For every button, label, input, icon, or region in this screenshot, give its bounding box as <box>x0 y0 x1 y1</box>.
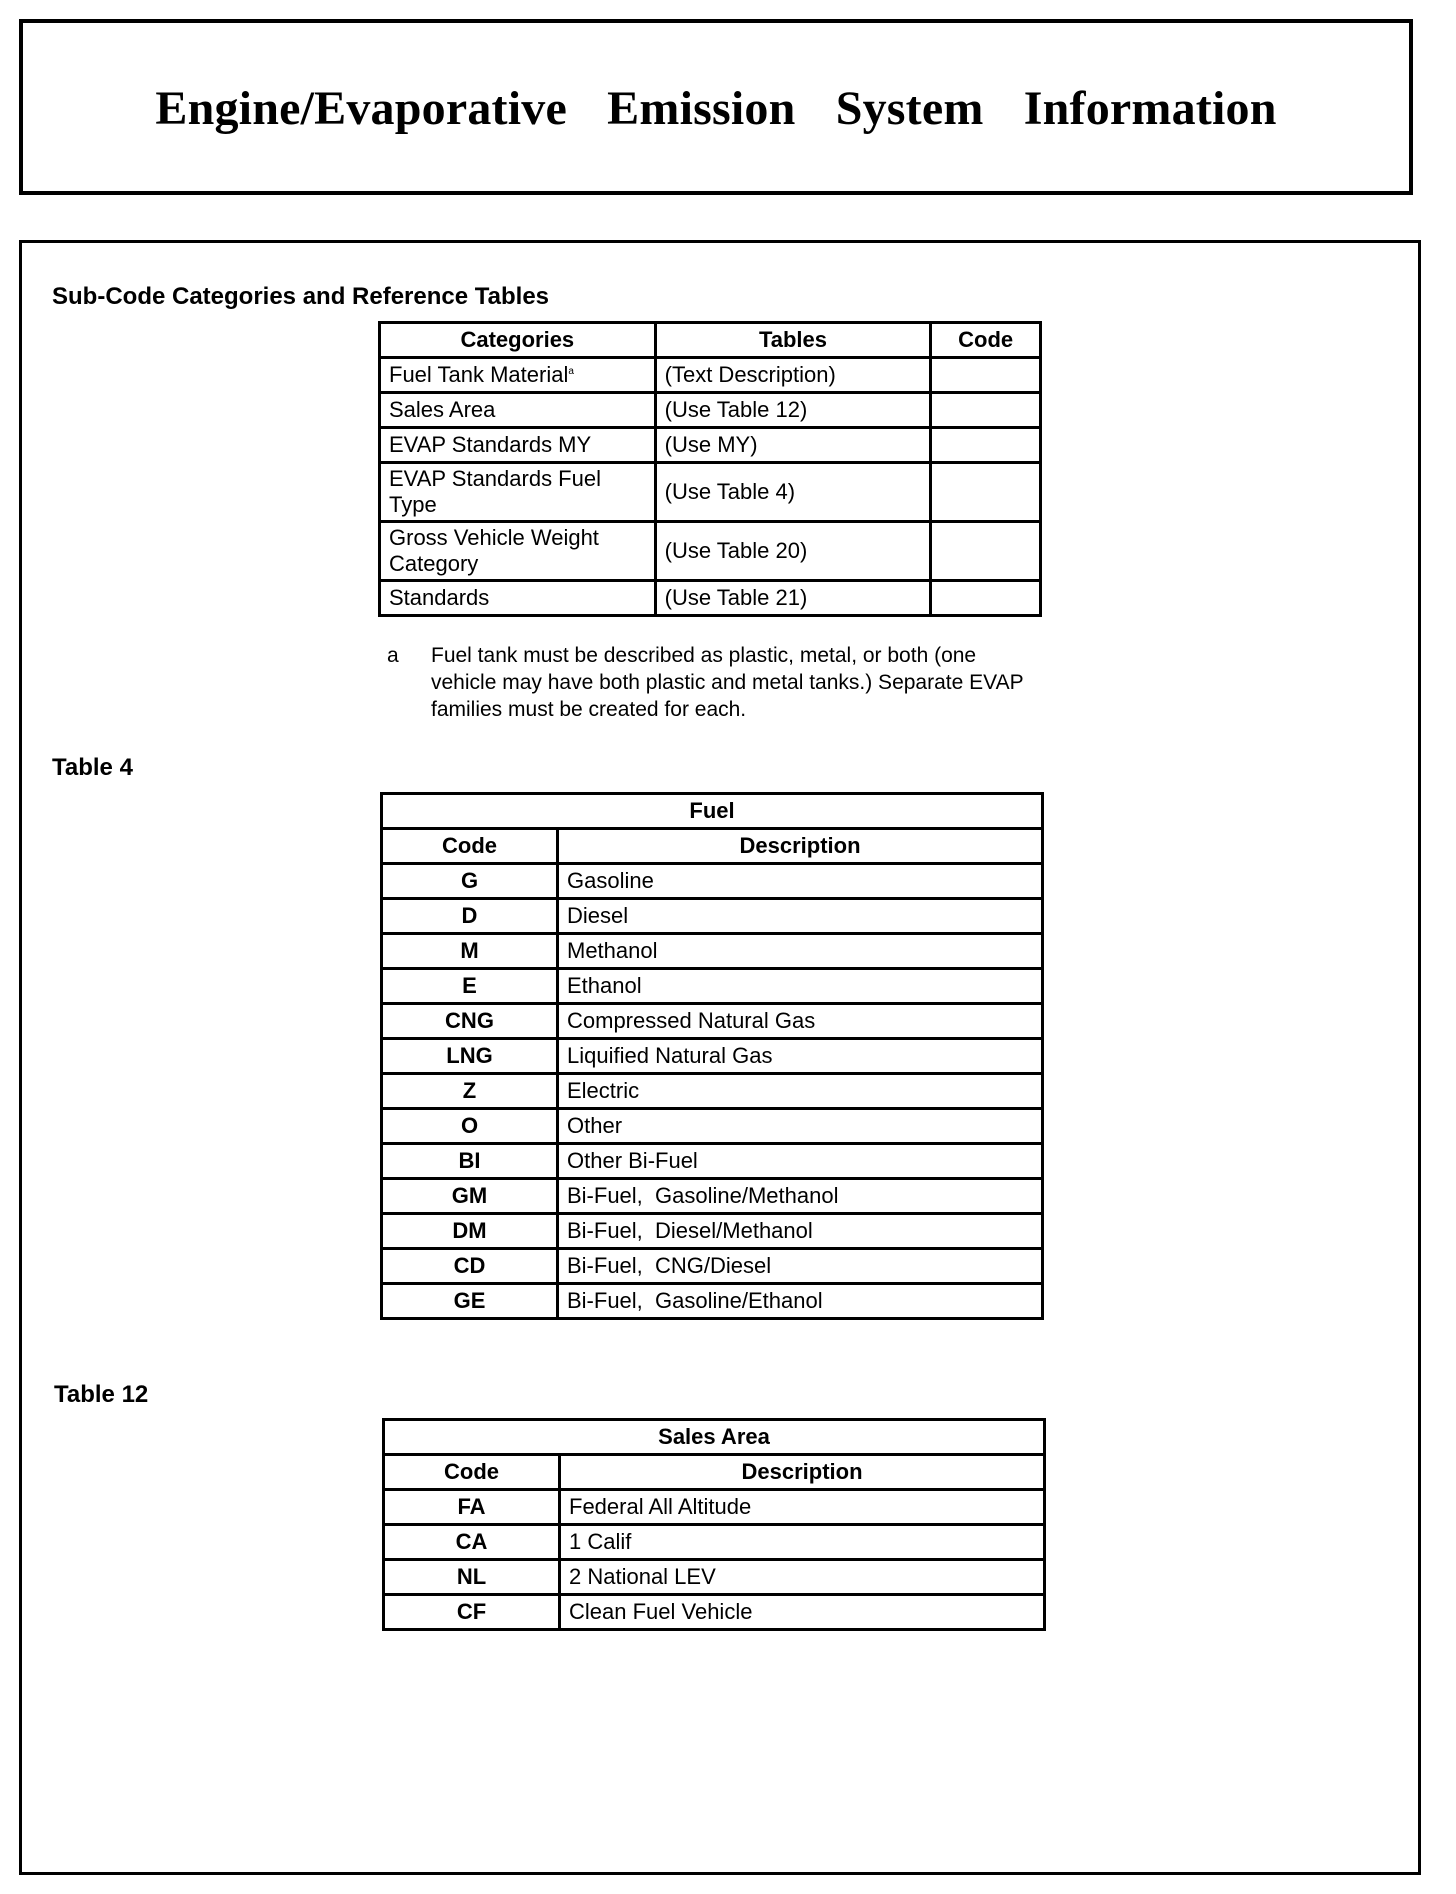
code-cell: CA <box>384 1525 560 1560</box>
category-cell: Fuel Tank Material$^a$ <box>380 358 656 393</box>
code-cell <box>931 393 1041 428</box>
table-row <box>382 934 1043 969</box>
code-cell: BI <box>382 1144 558 1179</box>
code-cell: CD <box>382 1249 558 1284</box>
description-cell: Ethanol <box>558 969 1043 1004</box>
subcode-row <box>380 358 1041 393</box>
sales-title-row <box>384 1420 1045 1455</box>
table-ref-cell: (Text Description) <box>655 358 931 393</box>
table12-label: Table 12 <box>54 1381 149 1408</box>
subcode-row <box>380 428 1041 463</box>
description-cell: Gasoline <box>558 864 1043 899</box>
code-cell: GM <box>382 1179 558 1214</box>
description-cell: Diesel <box>558 899 1043 934</box>
table-row <box>382 1144 1043 1179</box>
code-cell: GE <box>382 1284 558 1319</box>
fuel-table <box>380 792 1044 1320</box>
category-cell: EVAP Standards Fuel Type <box>380 463 656 522</box>
category-cell: Sales Area <box>380 393 656 428</box>
subcode-row <box>380 522 1041 581</box>
table-row <box>382 1074 1043 1109</box>
sales-area-table <box>382 1418 1046 1631</box>
code-cell <box>931 522 1041 581</box>
description-cell: Bi-Fuel, Gasoline/Ethanol <box>558 1284 1043 1319</box>
code-cell: CF <box>384 1595 560 1630</box>
code-cell: FA <box>384 1490 560 1525</box>
code-cell: E <box>382 969 558 1004</box>
table-ref-cell: (Use MY) <box>655 428 931 463</box>
description-cell: Compressed Natural Gas <box>558 1004 1043 1039</box>
title-box <box>19 19 1413 195</box>
table-row <box>382 864 1043 899</box>
code-cell: Z <box>382 1074 558 1109</box>
categories-header: Categories <box>380 323 656 358</box>
code-cell: M <box>382 934 558 969</box>
table-row <box>382 1249 1043 1284</box>
description-cell: Other <box>558 1109 1043 1144</box>
table4-label: Table 4 <box>52 754 133 781</box>
footnote-mark: a <box>387 644 399 667</box>
description-cell: Bi-Fuel, Gasoline/Methanol <box>558 1179 1043 1214</box>
table-ref-cell: (Use Table 12) <box>655 393 931 428</box>
table-row <box>382 1109 1043 1144</box>
code-cell <box>931 428 1041 463</box>
sales-table-title: Sales Area <box>384 1420 1045 1455</box>
table-row <box>382 1214 1043 1249</box>
code-cell <box>931 358 1041 393</box>
code-cell: DM <box>382 1214 558 1249</box>
footnote-marker: a <box>568 365 574 377</box>
fuel-table-title: Fuel <box>382 794 1043 829</box>
fuel-title-row <box>382 794 1043 829</box>
sales-header-row <box>384 1455 1045 1490</box>
table-ref-cell: (Use Table 20) <box>655 522 931 581</box>
description-header: Description <box>558 829 1043 864</box>
table-row <box>384 1560 1045 1595</box>
code-cell: G <box>382 864 558 899</box>
table-row <box>382 1179 1043 1214</box>
subcode-row <box>380 463 1041 522</box>
footnote-text: Fuel tank must be described as plastic, metal, or both (one vehicle may have both plastic and metal tanks.) Separate EVAP families must be created for each. <box>431 644 1024 721</box>
description-header: Description <box>560 1455 1045 1490</box>
content-box <box>19 240 1421 1875</box>
code-cell: D <box>382 899 558 934</box>
table-row <box>382 1004 1043 1039</box>
fuel-header-row <box>382 829 1043 864</box>
category-cell: EVAP Standards MY <box>380 428 656 463</box>
code-cell <box>931 581 1041 616</box>
table-row <box>382 969 1043 1004</box>
description-cell: Electric <box>558 1074 1043 1109</box>
category-cell: Standards <box>380 581 656 616</box>
code-header: Code <box>384 1455 560 1490</box>
table-row <box>382 1284 1043 1319</box>
description-cell: Methanol <box>558 934 1043 969</box>
table-row <box>384 1595 1045 1630</box>
description-cell: Bi-Fuel, CNG/Diesel <box>558 1249 1043 1284</box>
code-header: Code <box>931 323 1041 358</box>
description-cell: 1 Calif <box>560 1525 1045 1560</box>
tables-header: Tables <box>655 323 931 358</box>
subcode-row <box>380 581 1041 616</box>
table-row <box>382 899 1043 934</box>
code-cell: O <box>382 1109 558 1144</box>
code-cell: LNG <box>382 1039 558 1074</box>
code-header: Code <box>382 829 558 864</box>
table-row <box>384 1525 1045 1560</box>
subcode-table <box>378 321 1042 617</box>
subcode-row <box>380 393 1041 428</box>
description-cell: Bi-Fuel, Diesel/Methanol <box>558 1214 1043 1249</box>
code-cell: CNG <box>382 1004 558 1039</box>
table-ref-cell: (Use Table 4) <box>655 463 931 522</box>
description-cell: Liquified Natural Gas <box>558 1039 1043 1074</box>
table-ref-cell: (Use Table 21) <box>655 581 931 616</box>
footnote <box>387 643 1027 724</box>
subcode-heading: Sub-Code Categories and Reference Tables <box>52 283 550 310</box>
code-cell: NL <box>384 1560 560 1595</box>
page-title: Engine/Evaporative Emission System Information <box>155 82 1277 135</box>
table-row <box>382 1039 1043 1074</box>
subcode-header-row <box>380 323 1041 358</box>
description-cell: 2 National LEV <box>560 1560 1045 1595</box>
code-cell <box>931 463 1041 522</box>
description-cell: Clean Fuel Vehicle <box>560 1595 1045 1630</box>
category-cell: Gross Vehicle Weight Category <box>380 522 656 581</box>
table-row <box>384 1490 1045 1525</box>
description-cell: Other Bi-Fuel <box>558 1144 1043 1179</box>
description-cell: Federal All Altitude <box>560 1490 1045 1525</box>
